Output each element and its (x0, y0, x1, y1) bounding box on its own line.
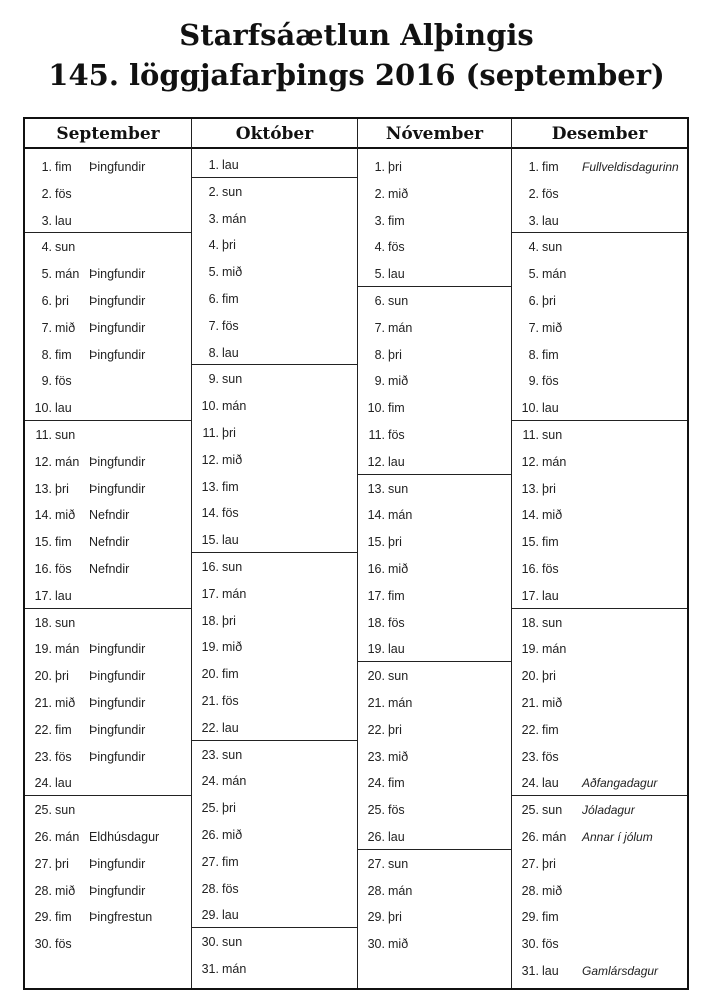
day-number: 2. (41, 186, 52, 201)
week-divider (192, 177, 357, 178)
weekday: fim (55, 160, 72, 174)
weekday: fös (55, 937, 72, 952)
day-number: 22. (201, 720, 219, 735)
weekday: lau (542, 588, 559, 603)
weekday: fös (222, 506, 239, 521)
weekday: fim (388, 588, 405, 603)
day-number: 1. (41, 160, 52, 174)
day-number: 2. (374, 186, 385, 201)
week-divider (512, 232, 687, 233)
day-event: Þingfundir (89, 294, 146, 308)
day-number: 11. (35, 428, 52, 442)
weekday: mið (542, 320, 563, 335)
day-event: Þingfundir (89, 454, 146, 469)
day-event: Þingfundir (89, 749, 146, 764)
day-number: 23. (201, 747, 219, 762)
weekday: fim (222, 667, 239, 682)
weekday: mið (222, 265, 243, 280)
weekday: sun (542, 803, 563, 818)
day-event: Eldhúsdagur (89, 830, 160, 844)
week-divider (192, 927, 357, 928)
weekday: fim (55, 910, 72, 925)
day-number: 20. (201, 667, 219, 682)
day-number: 16. (521, 562, 539, 576)
weekday: sun (55, 803, 76, 818)
day-number: 17. (367, 588, 385, 603)
day-number: 12. (201, 452, 219, 467)
day-event: Þingfundir (89, 722, 146, 737)
day-event: Gamlársdagur (582, 964, 659, 978)
weekday: þri (542, 669, 556, 684)
weekday: fös (222, 318, 239, 333)
day-number: 10. (34, 401, 52, 416)
day-number: 21. (201, 694, 219, 708)
day-event: Þingfundir (89, 347, 146, 362)
day-number: 20. (367, 669, 385, 684)
month-header: Desember (512, 119, 687, 149)
weekday: lau (388, 830, 405, 844)
day-number: 29. (521, 910, 539, 925)
day-number: 29. (34, 910, 52, 925)
weekday: sun (222, 372, 243, 387)
weekday: þri (222, 238, 236, 253)
weekday: mið (388, 749, 409, 764)
weekday: þri (55, 294, 69, 308)
weekday: fös (542, 749, 559, 764)
weekday: fös (388, 615, 405, 630)
weekday: mið (222, 452, 243, 467)
weekday: þri (55, 669, 69, 684)
day-number: 23. (367, 749, 385, 764)
weekday: fös (542, 562, 559, 576)
weekday: fim (542, 535, 559, 550)
week-divider (358, 849, 511, 850)
weekday: lau (542, 776, 559, 791)
weekday: lau (542, 213, 559, 228)
day-number: 22. (367, 722, 385, 737)
weekday: mán (388, 696, 413, 710)
day-event: Annar í jólum (582, 830, 653, 844)
day-number: 26. (521, 830, 539, 844)
weekday: mán (388, 508, 413, 523)
day-number: 25. (367, 803, 385, 818)
weekday: sun (55, 615, 76, 630)
day-number: 31. (201, 962, 219, 976)
week-divider (358, 661, 511, 662)
week-divider (358, 286, 511, 287)
day-number: 2. (528, 186, 539, 201)
day-number: 3. (374, 213, 385, 228)
weekday: sun (55, 428, 76, 442)
day-event: Þingfundir (89, 481, 146, 496)
weekday: lau (222, 720, 239, 735)
weekday: sun (222, 935, 243, 950)
day-number: 6. (528, 294, 539, 308)
day-event: Þingfundir (89, 883, 146, 898)
weekday: mið (542, 883, 563, 898)
weekday: sun (388, 669, 409, 684)
day-number: 14. (201, 506, 219, 521)
weekday: mið (388, 186, 409, 201)
month-header: Október (192, 119, 357, 149)
day-number: 15. (521, 535, 539, 550)
day-number: 13. (367, 481, 385, 496)
day-event: Jóladagur (582, 803, 635, 818)
day-number: 9. (528, 374, 539, 389)
weekday: mið (542, 696, 563, 710)
day-number: 30. (34, 937, 52, 952)
weekday: þri (222, 801, 236, 816)
day-event: Nefndir (89, 535, 130, 550)
day-number: 21. (521, 696, 539, 710)
day-number: 5. (41, 267, 52, 282)
weekday: sun (542, 428, 563, 442)
day-number: 28. (521, 883, 539, 898)
day-event: Þingfundir (89, 320, 146, 335)
day-number: 23. (521, 749, 539, 764)
day-number: 1. (528, 160, 539, 174)
day-number: 9. (374, 374, 385, 389)
day-number: 25. (201, 801, 219, 816)
weekday: fös (55, 374, 72, 389)
weekday: þri (388, 347, 402, 362)
day-number: 24. (367, 776, 385, 791)
day-number: 24. (201, 774, 219, 789)
weekday: fös (55, 562, 72, 576)
day-number: 11. (368, 428, 385, 442)
weekday: fim (388, 213, 405, 228)
day-number: 13. (201, 479, 219, 494)
day-number: 27. (521, 856, 539, 871)
weekday: fös (55, 749, 72, 764)
weekday: fim (542, 910, 559, 925)
day-number: 10. (521, 401, 539, 416)
day-number: 27. (367, 856, 385, 871)
day-number: 4. (208, 238, 219, 253)
day-event: Aðfangadagur (582, 776, 658, 791)
day-number: 9. (208, 372, 219, 387)
day-number: 30. (521, 937, 539, 952)
day-number: 25. (521, 803, 539, 818)
weekday: þri (222, 426, 236, 440)
weekday: mið (388, 374, 409, 389)
day-number: 10. (201, 399, 219, 414)
day-number: 7. (528, 320, 539, 335)
day-number: 27. (201, 854, 219, 869)
day-number: 9. (41, 374, 52, 389)
day-number: 28. (34, 883, 52, 898)
weekday: mið (222, 828, 243, 842)
day-number: 11. (202, 426, 219, 440)
weekday: mán (55, 454, 80, 469)
weekday: fös (222, 694, 239, 708)
day-number: 26. (34, 830, 52, 844)
day-number: 18. (201, 613, 219, 628)
week-divider (192, 552, 357, 553)
day-event: Þingfundir (89, 856, 146, 871)
day-event: Nefndir (89, 562, 130, 576)
month-column-2 (358, 119, 512, 988)
day-number: 10. (367, 401, 385, 416)
day-number: 31. (521, 964, 539, 978)
weekday: þri (542, 856, 556, 871)
weekday: mán (542, 454, 567, 469)
weekday: mán (542, 642, 567, 657)
day-number: 17. (201, 586, 219, 601)
day-number: 20. (521, 669, 539, 684)
weekday: þri (388, 535, 402, 550)
day-number: 16. (34, 562, 52, 576)
day-number: 6. (374, 294, 385, 308)
day-number: 6. (208, 292, 219, 306)
week-divider (192, 740, 357, 741)
month-header: September (25, 119, 191, 149)
day-number: 16. (367, 562, 385, 576)
weekday: fim (542, 722, 559, 737)
weekday: fim (388, 776, 405, 791)
week-divider (25, 795, 191, 796)
day-number: 12. (367, 454, 385, 469)
weekday: sun (222, 184, 243, 199)
day-number: 12. (34, 454, 52, 469)
day-number: 8. (374, 347, 385, 362)
day-event: Þingfrestun (89, 910, 153, 925)
day-number: 17. (521, 588, 539, 603)
day-event: Þingfundir (89, 696, 146, 710)
page-title: Starfsáætlun Alþingis (179, 18, 534, 52)
day-number: 8. (41, 347, 52, 362)
weekday: sun (55, 240, 76, 255)
day-number: 29. (367, 910, 385, 925)
day-number: 19. (367, 642, 385, 657)
weekday: þri (388, 722, 402, 737)
weekday: lau (55, 213, 72, 228)
day-number: 5. (528, 267, 539, 282)
day-number: 3. (41, 213, 52, 228)
day-event: Þingfundir (89, 160, 146, 174)
day-number: 26. (201, 828, 219, 842)
day-number: 3. (528, 213, 539, 228)
weekday: þri (388, 160, 402, 174)
day-number: 26. (367, 830, 385, 844)
weekday: þri (55, 856, 69, 871)
weekday: sun (388, 481, 409, 496)
weekday: mið (55, 508, 76, 523)
day-number: 16. (201, 560, 219, 574)
weekday: fim (55, 535, 72, 550)
day-number: 8. (208, 345, 219, 360)
day-number: 18. (521, 615, 539, 630)
weekday: mán (222, 962, 247, 976)
day-event: Þingfundir (89, 267, 146, 282)
day-number: 7. (208, 318, 219, 333)
day-number: 19. (521, 642, 539, 657)
weekday: mán (542, 267, 567, 282)
weekday: þri (542, 481, 556, 496)
weekday: fös (388, 803, 405, 818)
weekday: sun (542, 240, 563, 255)
day-number: 4. (528, 240, 539, 255)
day-number: 22. (521, 722, 539, 737)
week-divider (25, 420, 191, 421)
day-number: 25. (34, 803, 52, 818)
weekday: fös (222, 881, 239, 896)
day-number: 15. (34, 535, 52, 550)
weekday: fös (388, 428, 405, 442)
weekday: mán (388, 883, 413, 898)
day-number: 6. (41, 294, 52, 308)
day-number: 18. (367, 615, 385, 630)
page-subtitle: 145. löggjafarþings 2016 (september) (48, 58, 665, 92)
day-number: 19. (201, 640, 219, 655)
day-number: 11. (522, 428, 539, 442)
weekday: lau (55, 776, 72, 791)
day-number: 30. (367, 937, 385, 952)
weekday: fös (542, 374, 559, 389)
weekday: mán (388, 320, 413, 335)
weekday: fim (542, 347, 559, 362)
day-event: Nefndir (89, 508, 130, 523)
day-event: Þingfundir (89, 642, 146, 657)
weekday: mið (388, 937, 409, 952)
week-divider (358, 474, 511, 475)
day-number: 5. (374, 267, 385, 282)
weekday: sun (222, 747, 243, 762)
day-number: 28. (367, 883, 385, 898)
day-number: 3. (208, 211, 219, 226)
day-number: 17. (34, 588, 52, 603)
weekday: lau (388, 267, 405, 282)
week-divider (192, 364, 357, 365)
month-column-0 (25, 119, 192, 988)
week-divider (512, 795, 687, 796)
day-number: 14. (367, 508, 385, 523)
day-number: 22. (34, 722, 52, 737)
weekday: mán (55, 830, 80, 844)
day-number: 14. (521, 508, 539, 523)
day-number: 14. (34, 508, 52, 523)
day-number: 13. (521, 481, 539, 496)
day-number: 4. (374, 240, 385, 255)
day-number: 28. (201, 881, 219, 896)
weekday: fös (55, 186, 72, 201)
day-number: 15. (367, 535, 385, 550)
day-number: 13. (34, 481, 52, 496)
day-number: 27. (34, 856, 52, 871)
weekday: lau (388, 454, 405, 469)
month-header: Nóvember (358, 119, 511, 149)
month-column-1 (192, 119, 358, 988)
week-divider (25, 232, 191, 233)
weekday: fös (542, 937, 559, 952)
weekday: þri (222, 613, 236, 628)
day-number: 20. (34, 669, 52, 684)
day-number: 4. (41, 240, 52, 255)
month-column-3 (512, 119, 687, 988)
weekday: mið (542, 508, 563, 523)
weekday: fös (542, 186, 559, 201)
weekday: sun (388, 856, 409, 871)
weekday: fim (542, 160, 559, 174)
day-number: 1. (374, 160, 385, 174)
day-number: 19. (34, 642, 52, 657)
day-number: 1. (208, 158, 219, 172)
day-event: Þingfundir (89, 669, 146, 684)
weekday: fim (222, 292, 239, 306)
day-number: 18. (34, 615, 52, 630)
weekday: lau (222, 908, 239, 923)
weekday: lau (542, 401, 559, 416)
weekday: lau (222, 533, 239, 548)
weekday: mið (222, 640, 243, 655)
weekday: fim (55, 722, 72, 737)
day-number: 12. (521, 454, 539, 469)
weekday: fim (388, 401, 405, 416)
day-number: 8. (528, 347, 539, 362)
day-number: 29. (201, 908, 219, 923)
day-number: 21. (367, 696, 385, 710)
weekday: lau (542, 964, 559, 978)
weekday: mið (388, 562, 409, 576)
weekday: sun (222, 560, 243, 574)
calendar-grid (23, 117, 689, 990)
weekday: lau (222, 345, 239, 360)
day-number: 21. (34, 696, 52, 710)
weekday: fim (55, 347, 72, 362)
weekday: þri (388, 910, 402, 925)
day-number: 7. (374, 320, 385, 335)
day-number: 2. (208, 184, 219, 199)
weekday: mán (222, 774, 247, 789)
day-number: 15. (201, 533, 219, 548)
weekday: mán (55, 642, 80, 657)
weekday: mið (55, 883, 76, 898)
day-event: Fullveldisdagurinn (582, 160, 679, 174)
weekday: sun (542, 615, 563, 630)
week-divider (512, 420, 687, 421)
weekday: fim (222, 854, 239, 869)
weekday: mán (542, 830, 567, 844)
weekday: mán (222, 399, 247, 414)
weekday: fös (388, 240, 405, 255)
weekday: fim (222, 479, 239, 494)
weekday: lau (388, 642, 405, 657)
day-number: 24. (34, 776, 52, 791)
weekday: mán (222, 586, 247, 601)
day-number: 24. (521, 776, 539, 791)
weekday: lau (222, 158, 239, 172)
weekday: sun (388, 294, 409, 308)
weekday: mán (55, 267, 80, 282)
day-number: 23. (34, 749, 52, 764)
weekday: mán (222, 211, 247, 226)
weekday: lau (55, 588, 72, 603)
day-number: 5. (208, 265, 219, 280)
day-number: 7. (41, 320, 52, 335)
weekday: þri (542, 294, 556, 308)
weekday: mið (55, 696, 76, 710)
week-divider (512, 608, 687, 609)
weekday: lau (55, 401, 72, 416)
weekday: þri (55, 481, 69, 496)
day-number: 30. (201, 935, 219, 950)
weekday: mið (55, 320, 76, 335)
week-divider (25, 608, 191, 609)
